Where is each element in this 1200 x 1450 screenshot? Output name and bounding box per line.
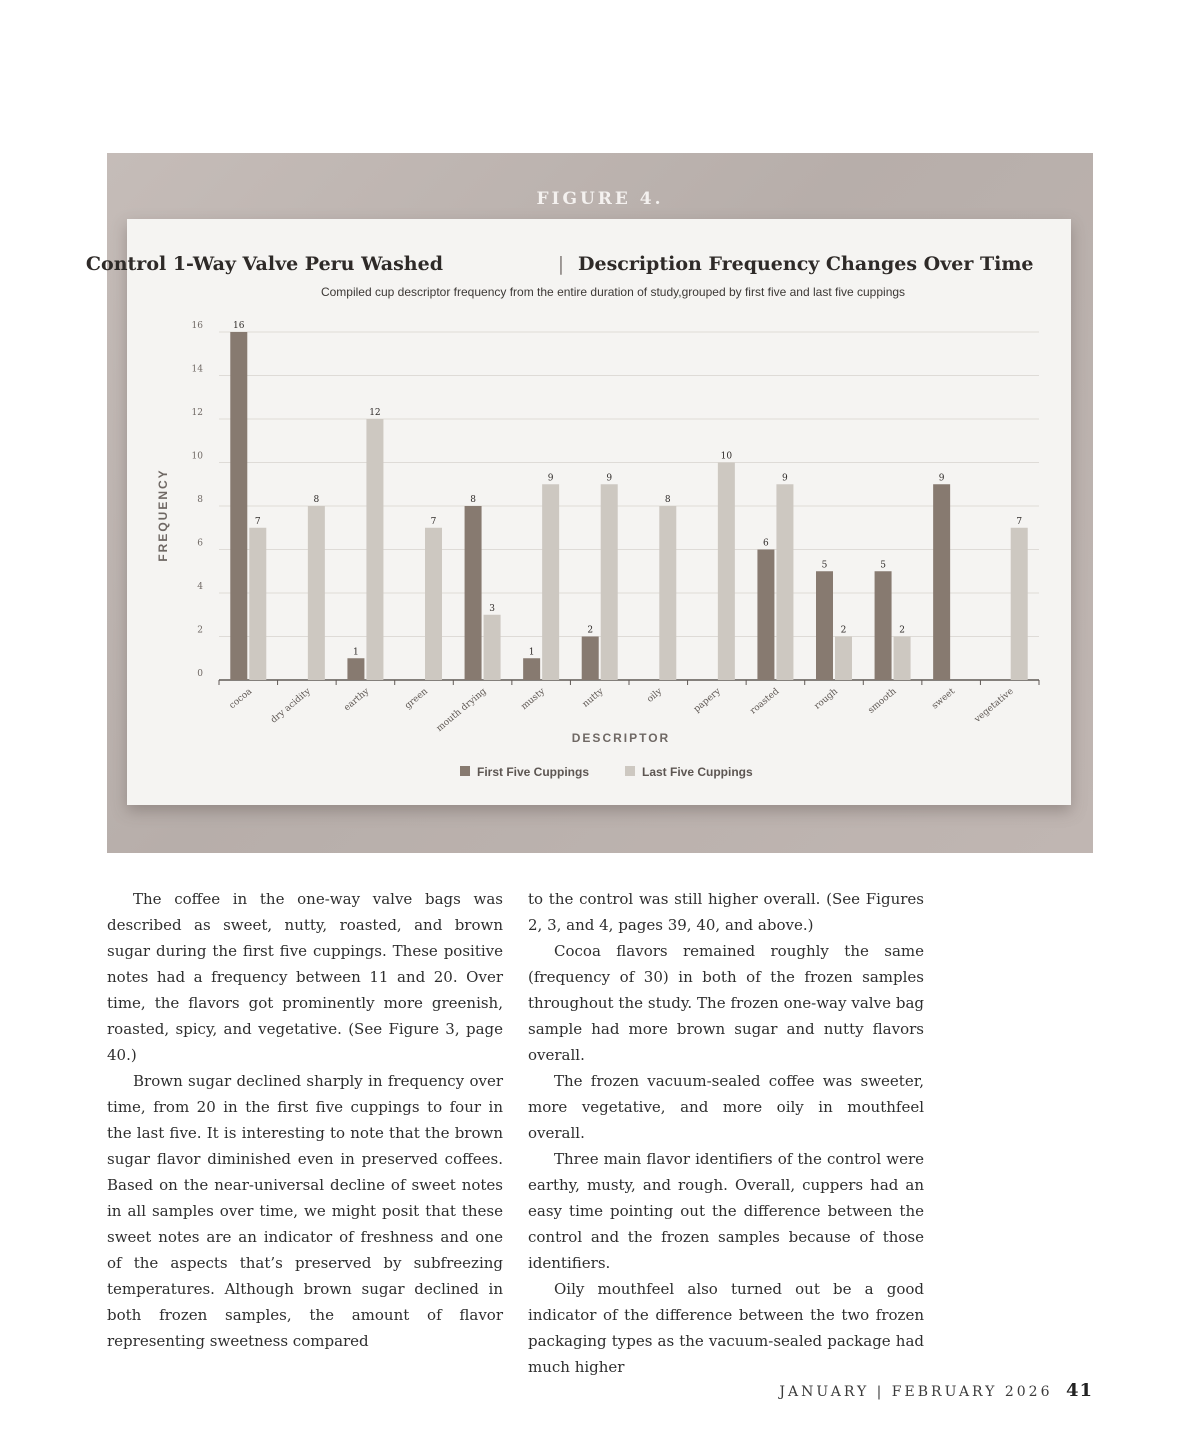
y-tick-label: 16 — [191, 321, 203, 331]
bar-last-five — [249, 528, 266, 680]
x-tick-label: earthy — [342, 686, 372, 714]
x-tick-label: roasted — [748, 686, 782, 717]
data-label: 8 — [664, 495, 671, 505]
issue-date: JANUARY | FEBRUARY 2026 — [779, 1384, 1053, 1400]
article-columns — [107, 886, 924, 1380]
bar-first-five — [816, 571, 833, 680]
data-label: 9 — [938, 473, 945, 484]
legend-label-last: Last Five Cuppings — [642, 765, 753, 779]
figure-label: FIGURE 4. — [536, 189, 664, 209]
x-tick-label: vegetative — [972, 686, 1016, 725]
y-tick-label: 14 — [191, 364, 203, 375]
paragraph: to the control was still higher overall. (See Figures 2, 3, and 4, pages 39, 40, and above.) — [528, 890, 924, 934]
data-label: 6 — [763, 538, 769, 549]
bar-last-five — [1011, 528, 1028, 680]
x-tick-label: dry acidity — [269, 686, 313, 726]
page-number: 41 — [1065, 1380, 1093, 1401]
page-footer — [779, 1380, 1093, 1401]
bar-first-five — [465, 506, 482, 680]
bar-last-five — [542, 484, 559, 680]
data-label: 9 — [606, 473, 613, 484]
bar-last-five — [718, 463, 735, 681]
bar-last-five — [894, 637, 911, 681]
x-tick-label: musty — [519, 686, 548, 713]
paragraph: Oily mouthfeel also turned out be a good indicator of the difference between the two frozen packaging types as the vacuum-sealed package had much higher — [528, 1280, 924, 1376]
chart-card — [85, 219, 1071, 805]
bar-first-five — [523, 658, 540, 680]
bar-first-five — [875, 571, 892, 680]
x-tick-label: papery — [692, 686, 723, 715]
y-tick-label: 12 — [191, 408, 203, 418]
bar-first-five — [757, 550, 774, 681]
data-label: 2 — [587, 625, 594, 636]
bar-chart — [85, 219, 1071, 805]
bar-last-five — [484, 615, 501, 680]
paragraph: The coffee in the one-way valve bags was described as sweet, nutty, roasted, and brown sugar during the first five cuppings. These positive notes had a frequency between 11 and 20. Over time, the flavors got prominently more greenish, roasted, spicy, and vegetative. (See Figure 3, page 40.) — [107, 890, 503, 1064]
y-tick-label: 6 — [197, 538, 203, 549]
data-label: 2 — [840, 625, 847, 636]
x-tick-label: smooth — [866, 686, 899, 716]
data-label: 1 — [353, 647, 359, 658]
chart-title-right: Description Frequency Changes Over Time — [578, 253, 1034, 275]
data-label: 9 — [782, 473, 788, 484]
y-tick-label: 10 — [191, 451, 203, 462]
article-right-column — [528, 886, 924, 1380]
bar-first-five — [347, 658, 364, 680]
y-tick-label: 4 — [197, 582, 203, 592]
x-tick-label: rough — [812, 686, 840, 712]
x-tick-label: cocoa — [227, 686, 255, 712]
legend-swatch-first — [460, 766, 470, 776]
paragraph: The frozen vacuum-sealed coffee was sweeter, more vegetative, and more oily in mouthfeel overall. — [528, 1072, 924, 1142]
bar-last-five — [366, 419, 383, 680]
data-label: 12 — [369, 408, 381, 418]
data-label: 9 — [547, 473, 554, 484]
bar-first-five — [933, 484, 950, 680]
paragraph: Three main flavor identifiers of the control were earthy, musty, and rough. Overall, cuppers had an easy time pointing out the difference between the control and the frozen samples because of those identifiers. — [528, 1150, 924, 1272]
data-label: 5 — [880, 560, 886, 571]
data-label: 8 — [470, 495, 476, 505]
data-label: 1 — [528, 647, 535, 658]
bar-last-five — [776, 484, 793, 680]
paragraph: Brown sugar declined sharply in frequency over time, from 20 in the first five cuppings to four in the last five. It is interesting to note that the brown sugar flavor diminished even in preserved coffees. Based on the near-universal decline of sweet notes in all samples over time, we might posit that these sweet notes are an indicator of freshness and one of the aspects that’s preserved by subfreezing temperatures. Although brown sugar declined in both frozen samples, the amount of flavor representing sweetness compared — [107, 1072, 503, 1350]
y-axis-title: FREQUENCY — [156, 468, 170, 562]
bar-first-five — [582, 637, 599, 681]
data-label: 7 — [430, 516, 437, 527]
x-tick-label: green — [403, 686, 430, 712]
data-label: 3 — [489, 603, 495, 614]
bar-last-five — [601, 484, 618, 680]
y-tick-label: 0 — [197, 669, 203, 679]
bar-last-five — [308, 506, 325, 680]
bar-first-five — [230, 332, 247, 680]
x-axis-title: DESCRIPTOR — [571, 731, 671, 745]
chart-title-left: Control 1-Way Valve Peru Washed — [85, 253, 443, 275]
chart-subtitle: Compiled cup descriptor frequency from the entire duration of study,grouped by first five and last five cuppings — [320, 285, 906, 299]
y-tick-label: 2 — [197, 625, 203, 636]
data-label: 7 — [1016, 516, 1023, 527]
x-tick-label: nutty — [580, 686, 606, 710]
legend-swatch-last — [625, 766, 635, 776]
figure-panel — [85, 153, 1093, 853]
y-tick-label: 8 — [197, 495, 203, 505]
data-label: 16 — [233, 321, 245, 331]
data-label: 7 — [254, 516, 261, 527]
bar-last-five — [659, 506, 676, 680]
data-label: 2 — [899, 625, 905, 636]
data-label: 10 — [720, 451, 733, 462]
x-tick-label: sweet — [930, 686, 958, 712]
bar-last-five — [425, 528, 442, 680]
x-tick-label: oily — [645, 686, 665, 705]
legend-label-first: First Five Cuppings — [477, 765, 590, 779]
x-tick-label: mouth drying — [434, 686, 489, 734]
chart-title-separator: | — [557, 253, 565, 275]
data-label: 5 — [821, 560, 828, 571]
article-left-column — [107, 886, 503, 1380]
paragraph: Cocoa flavors remained roughly the same (frequency of 30) in both of the frozen samples throughout the study. The frozen one-way valve bag sample had more brown sugar and nutty flavors overall. — [528, 942, 924, 1064]
data-label: 8 — [313, 495, 320, 505]
bar-last-five — [835, 637, 852, 681]
